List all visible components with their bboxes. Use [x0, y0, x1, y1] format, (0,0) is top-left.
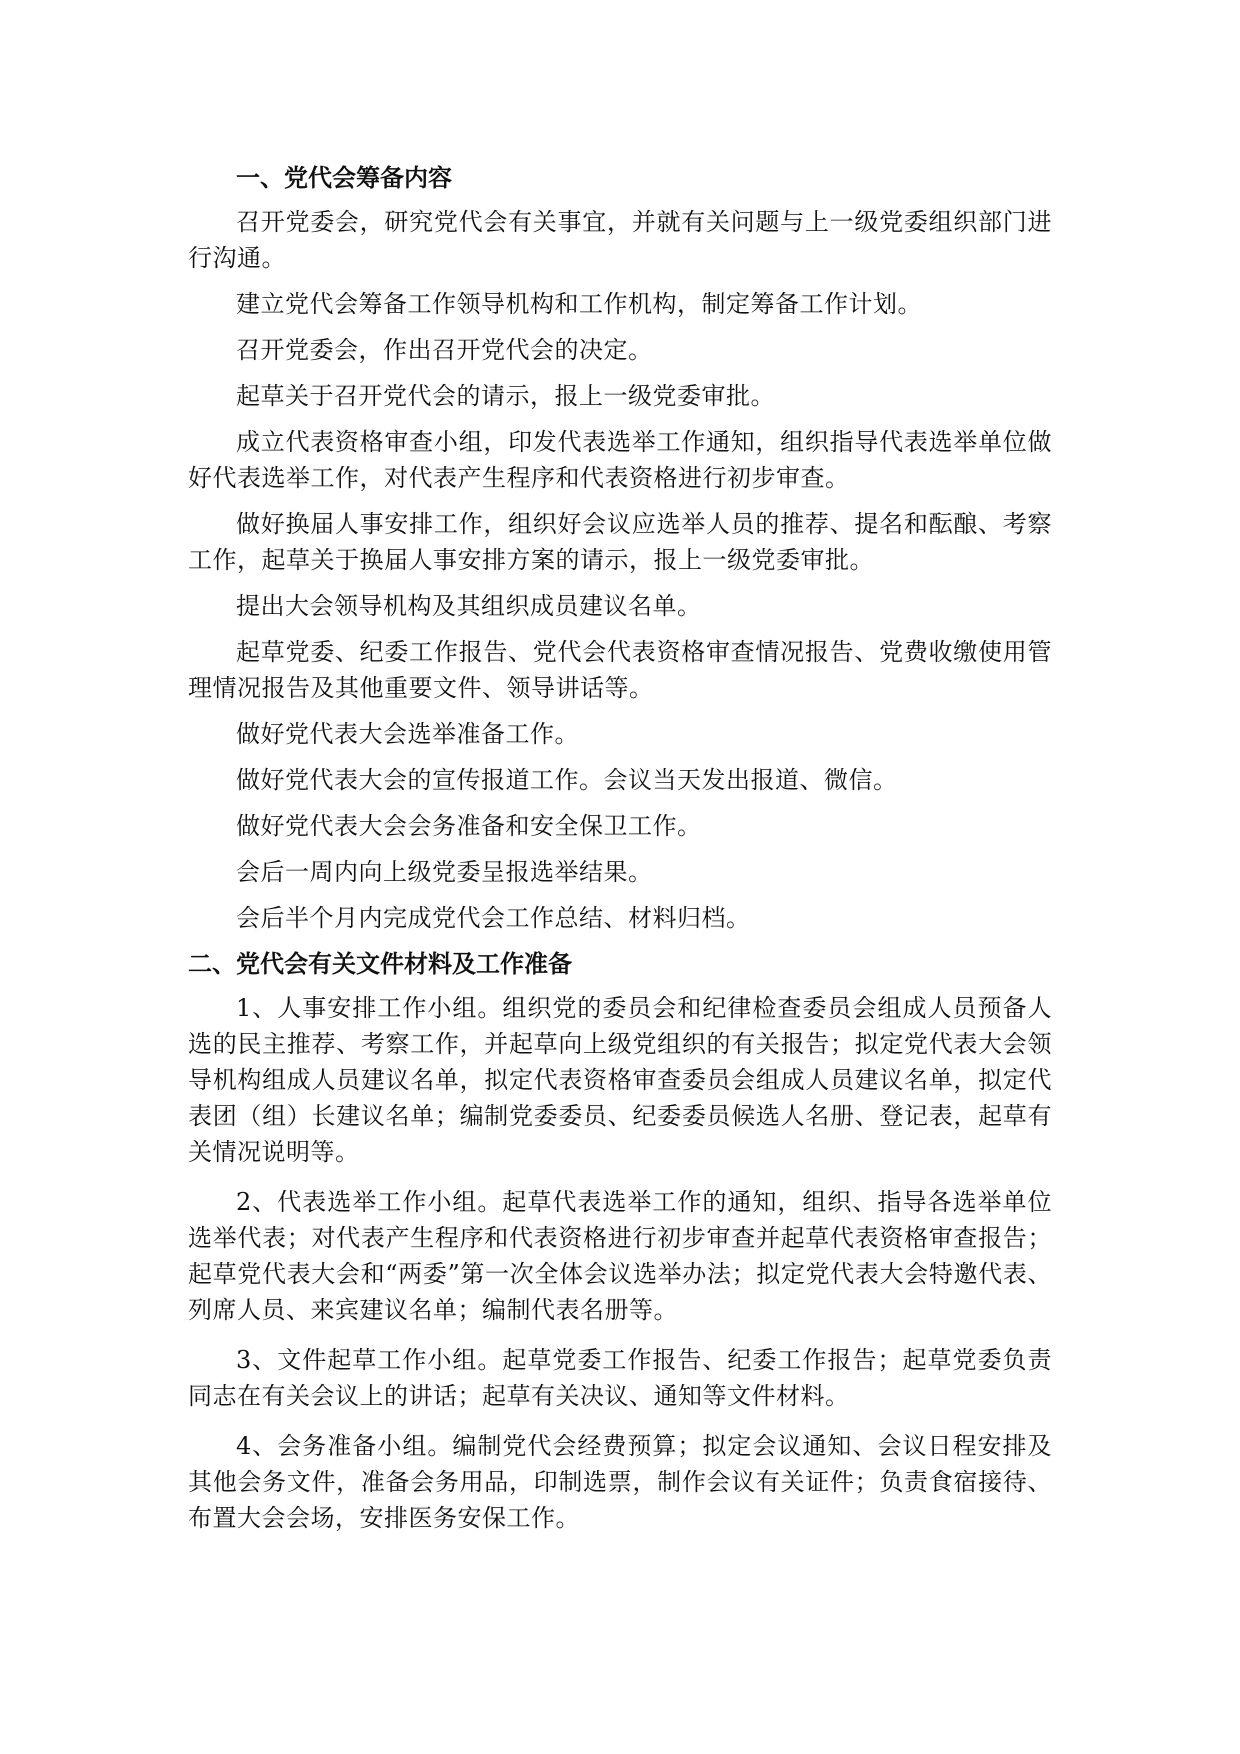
section-1-paragraph: 做好党代表大会的宣传报道工作。会议当天发出报道、微信。 [236, 766, 898, 794]
document-page [188, 160, 1052, 1550]
section-1-title: 一、党代会筹备内容 [236, 164, 452, 192]
section-1-paragraph: 起草关于召开党代会的请示，报上一级党委审批。 [236, 382, 775, 410]
section-1-paragraph: 起草党委、纪委工作报告、党代会代表资格审查情况报告、党费收缴使用管理情况报告及其他重要文件、领导讲话等。 [188, 638, 1052, 702]
section-1-paragraph: 做好党代表大会会务准备和安全保卫工作。 [236, 812, 702, 840]
section-2-paragraph: 4、会务准备小组。编制党代会经费预算；拟定会议通知、会议日程安排及其他会务文件，准备会务用品，印制选票，制作会议有关证件；负责食宿接待、布置大会会场，安排医务安保工作。 [188, 1432, 1052, 1532]
section-2-paragraph: 1、人事安排工作小组。组织党的委员会和纪律检查委员会组成人员预备人选的民主推荐、考察工作，并起草向上级党组织的有关报告；拟定党代表大会领导机构组成人员建议名单，拟定代表资格审查委员会组成人员建议名单，拟定代表团（组）长建议名单；编制党委委员、纪委委员候选人名册、登记表，起草有关情况说明等。 [188, 994, 1052, 1166]
section-1-paragraph: 召开党委会，作出召开党代会的决定。 [236, 336, 653, 364]
section-1-paragraph: 会后一周内向上级党委呈报选举结果。 [236, 858, 653, 886]
section-2-paragraph: 3、文件起草工作小组。起草党委工作报告、纪委工作报告；起草党委负责同志在有关会议上的讲话；起草有关决议、通知等文件材料。 [188, 1346, 1052, 1410]
section-1-paragraph: 召开党委会，研究党代会有关事宜，并就有关问题与上一级党委组织部门进行沟通。 [188, 208, 1052, 272]
section-1-paragraph: 做好党代表大会选举准备工作。 [236, 720, 579, 748]
section-1-paragraph: 成立代表资格审查小组，印发代表选举工作通知，组织指导代表选举单位做好代表选举工作，对代表产生程序和代表资格进行初步审查。 [188, 428, 1052, 492]
section-1-paragraph: 做好换届人事安排工作，组织好会议应选举人员的推荐、提名和酝酿、考察工作，起草关于换届人事安排方案的请示，报上一级党委审批。 [188, 510, 1052, 574]
section-2-title: 二、党代会有关文件材料及工作准备 [188, 950, 572, 978]
section-1-paragraph: 会后半个月内完成党代会工作总结、材料归档。 [236, 904, 751, 932]
section-1-paragraph: 提出大会领导机构及其组织成员建议名单。 [236, 592, 702, 620]
section-2-paragraph: 2、代表选举工作小组。起草代表选举工作的通知，组织、指导各选举单位选举代表；对代表产生程序和代表资格进行初步审查并起草代表资格审查报告；起草党代表大会和“两委”第一次全体会议选举办法；拟定党代表大会特邀代表、列席人员、来宾建议名单；编制代表名册等。 [188, 1188, 1052, 1324]
section-1-paragraph: 建立党代会筹备工作领导机构和工作机构，制定筹备工作计划。 [236, 290, 922, 318]
